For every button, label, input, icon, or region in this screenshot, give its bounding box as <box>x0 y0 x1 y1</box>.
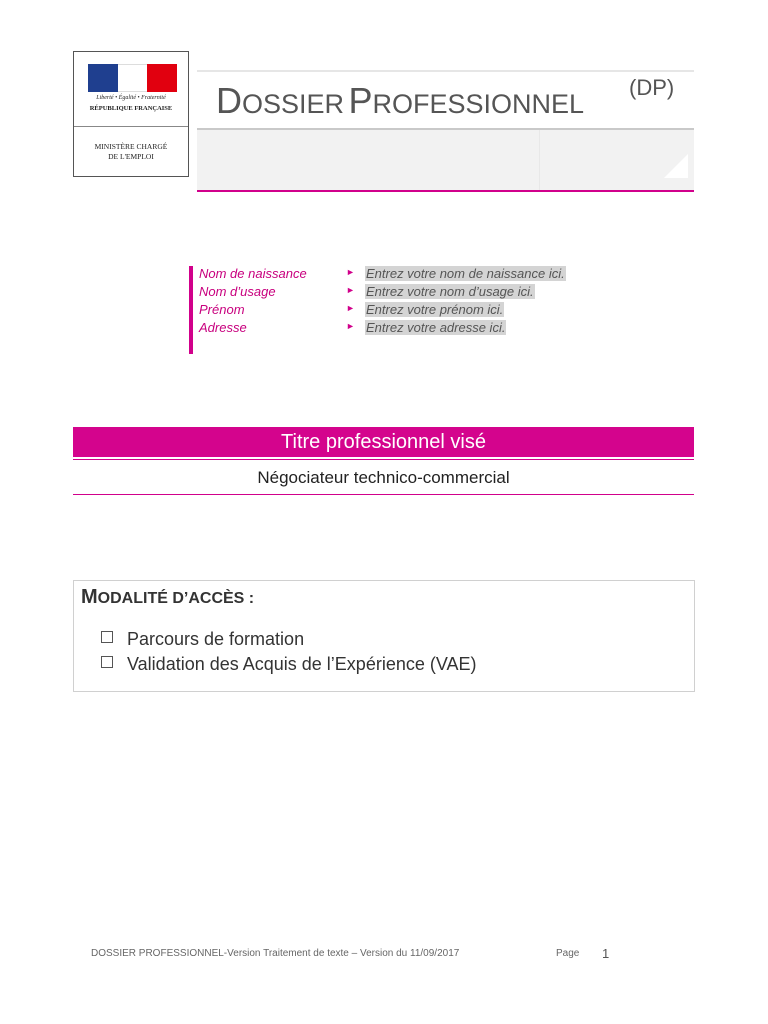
prenom-field[interactable]: Entrez votre prénom ici. <box>366 302 504 317</box>
acces-title-initial: M <box>81 586 98 608</box>
option-parcours[interactable] <box>101 629 304 650</box>
footer-text: DOSSIER PROFESSIONNEL-Version Traitement de texte – Version du 11/09/2017 <box>91 948 460 959</box>
logo-republique: RÉPUBLIQUE FRANÇAISE <box>89 105 173 112</box>
title-p: P <box>348 80 373 121</box>
arrow-icon: ► <box>346 285 355 295</box>
logo-ministere <box>74 142 188 162</box>
arrow-icon: ► <box>346 321 355 331</box>
logo-motto: Liberté • Égalité • Fraternité <box>96 95 166 101</box>
field-label: Nom d’usage <box>199 284 276 299</box>
title-ossier: OSSIER <box>242 89 345 119</box>
nom-naissance-field[interactable]: Entrez votre nom de naissance ici. <box>366 266 565 281</box>
acces-title <box>81 586 254 609</box>
acces-section <box>73 580 695 692</box>
checkbox-icon[interactable] <box>101 631 113 643</box>
ministere-line-2: DE L'EMPLOI <box>108 152 154 161</box>
arrow-icon: ► <box>346 303 355 313</box>
field-label: Prénom <box>199 302 245 317</box>
checkbox-icon[interactable] <box>101 656 113 668</box>
flag-blue-stripe <box>88 64 118 92</box>
header-separator <box>539 130 540 192</box>
identity-accent-bar <box>189 266 193 354</box>
marianne-logo <box>73 51 189 177</box>
option-vae[interactable] <box>101 654 477 675</box>
field-label: Nom de naissance <box>199 266 307 281</box>
logo-top <box>74 52 188 127</box>
page-title <box>216 80 584 122</box>
option-label: Validation des Acquis de l’Expérience (VAE) <box>127 654 477 674</box>
title-suffix: (DP) <box>629 75 675 100</box>
option-label: Parcours de formation <box>127 629 305 649</box>
flag-white-stripe <box>118 64 148 92</box>
arrow-icon: ► <box>346 267 355 277</box>
french-flag-icon <box>88 64 177 92</box>
title-d: D <box>216 80 242 121</box>
field-label: Adresse <box>199 320 247 335</box>
flag-red-stripe <box>147 64 177 92</box>
acces-title-rest: ODALITÉ D’ACCÈS : <box>97 590 255 607</box>
titre-divider-bottom <box>73 494 694 495</box>
footer-page-number: 1 <box>602 946 610 961</box>
corner-triangle-icon <box>664 154 688 178</box>
titre-divider-top <box>73 459 694 460</box>
adresse-field[interactable]: Entrez votre adresse ici. <box>366 320 506 335</box>
ministere-line-1: MINISTÈRE CHARGÉ <box>94 142 168 151</box>
header-accent-line <box>197 190 694 192</box>
identity-section <box>189 265 609 355</box>
titre-heading: Titre professionnel visé <box>73 427 694 457</box>
footer-page-label: Page <box>556 948 580 959</box>
titre-value[interactable]: Négociateur technico-commercial <box>257 468 510 487</box>
title-rofessionnel: ROFESSIONNEL <box>372 89 585 119</box>
nom-usage-field[interactable]: Entrez votre nom d’usage ici. <box>366 284 534 299</box>
header-gray-area <box>197 128 694 192</box>
